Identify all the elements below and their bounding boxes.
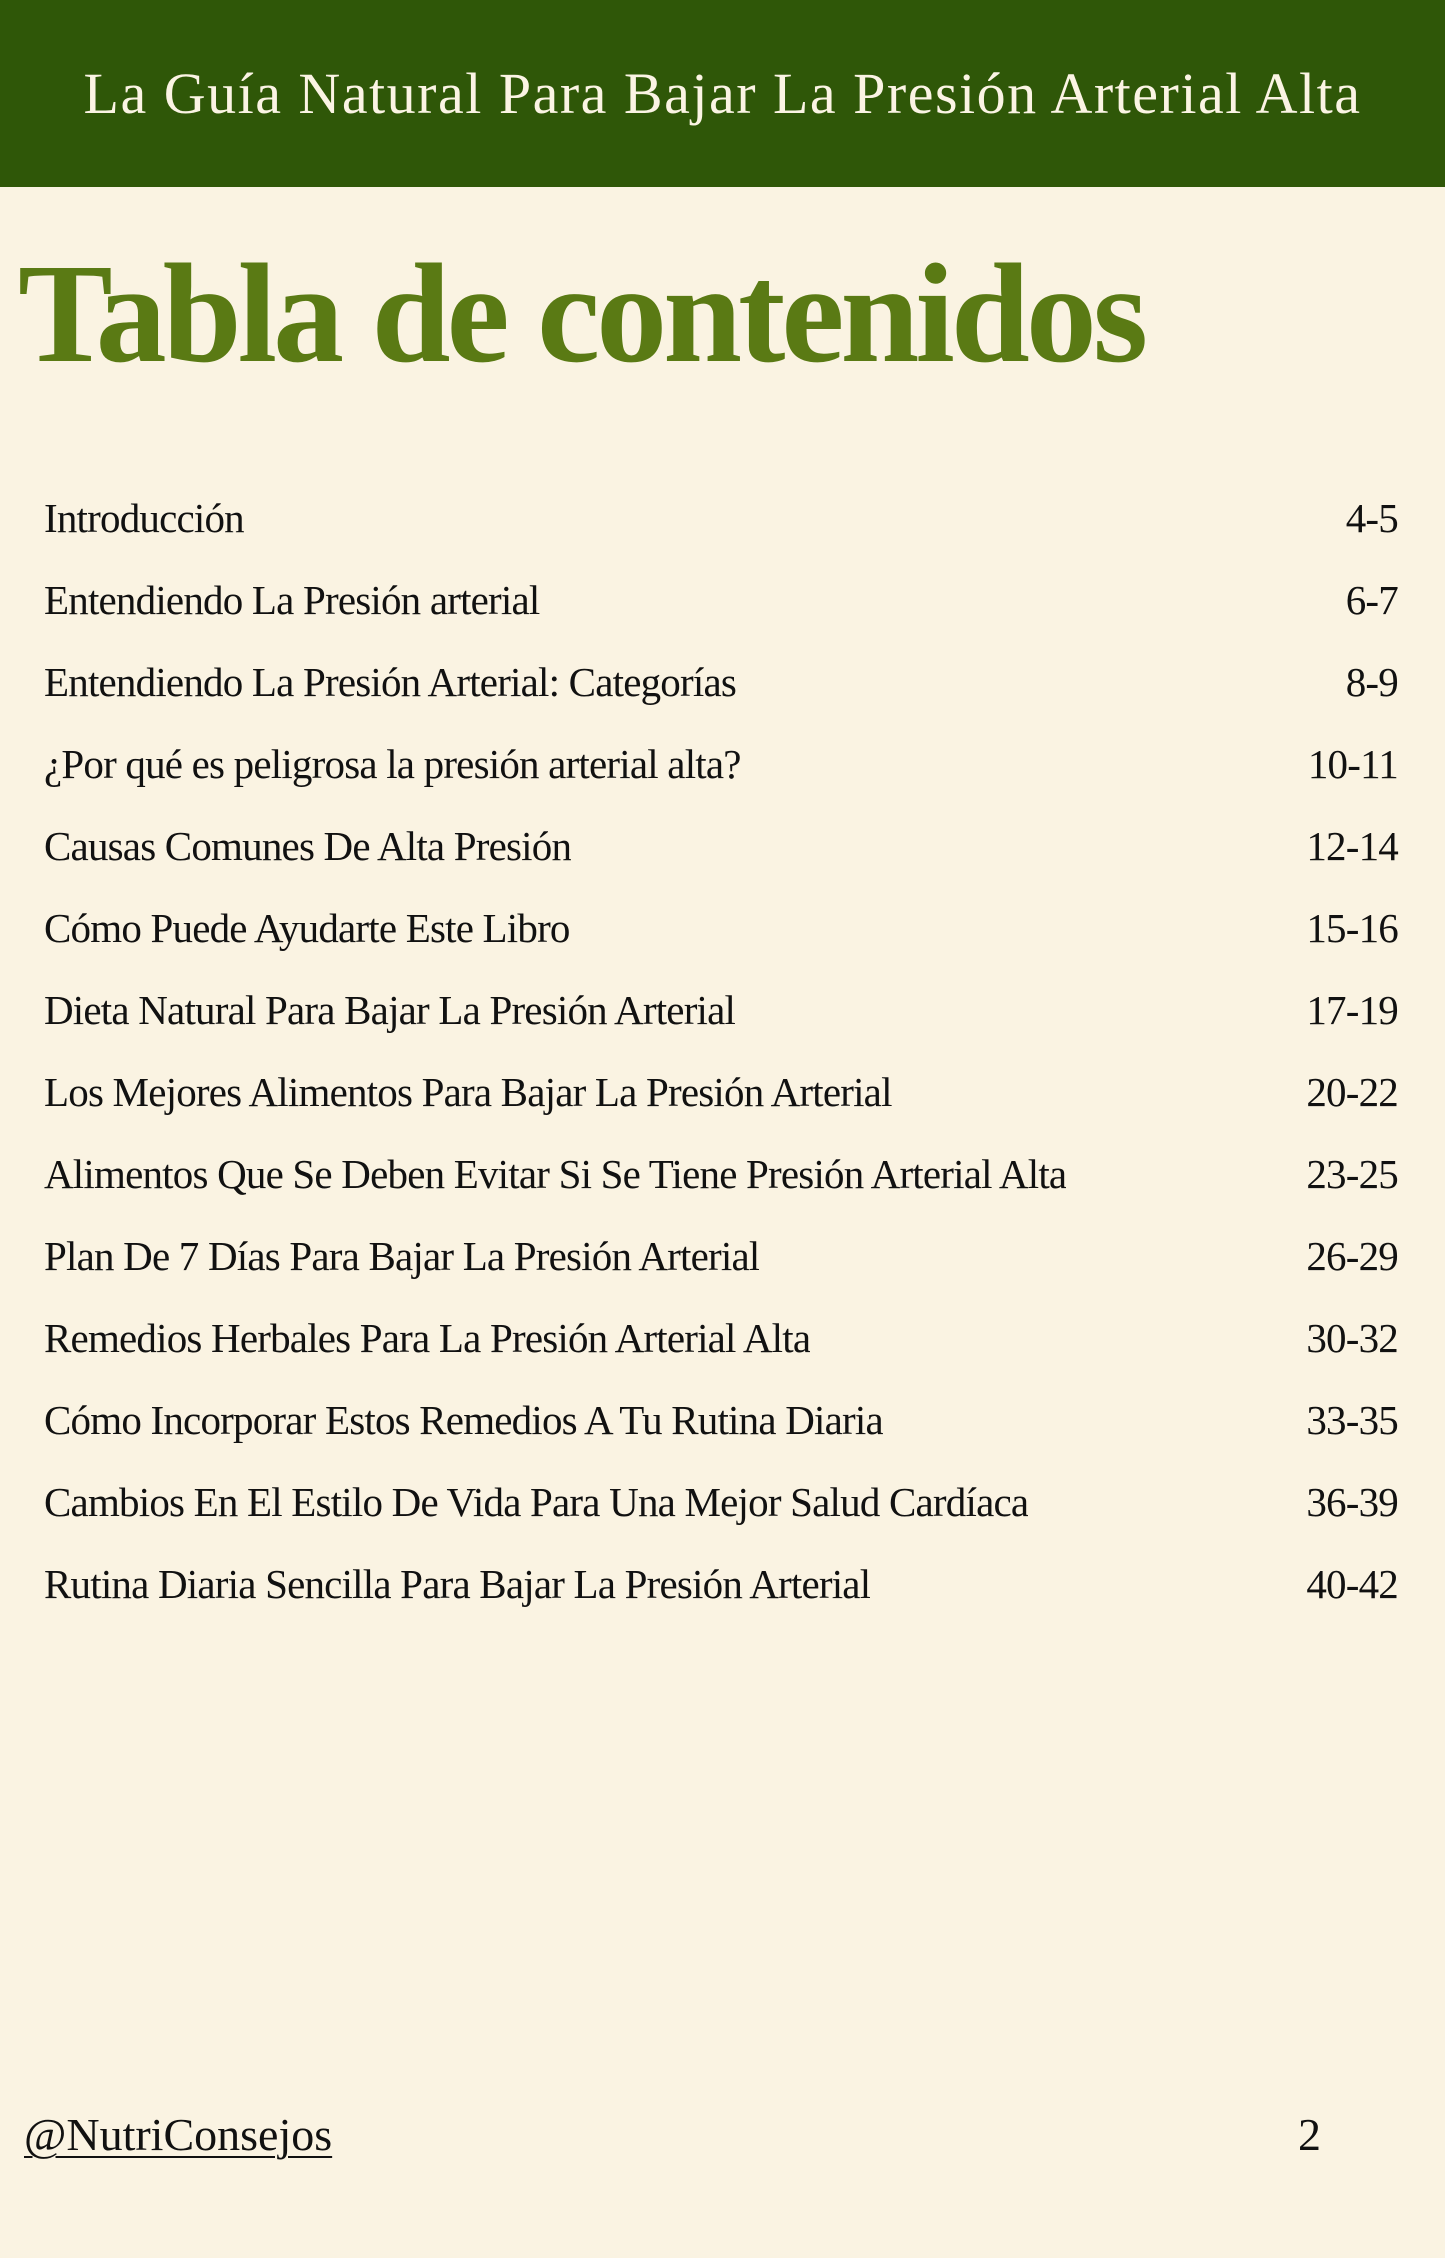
toc-entry-plan-7-dias[interactable] <box>44 1226 1398 1308</box>
toc-entry-title: Cómo Puede Ayudarte Este Libro <box>44 905 570 951</box>
toc-entry-pages: 30-32 <box>1306 1315 1398 1361</box>
footer-page-number: 2 <box>1298 2109 1321 2160</box>
table-of-contents <box>44 488 1398 1636</box>
toc-entry-pages: 36-39 <box>1306 1479 1398 1525</box>
toc-entry-pages: 26-29 <box>1306 1233 1398 1279</box>
toc-entry-title: Remedios Herbales Para La Presión Arterial Alta <box>44 1315 811 1361</box>
toc-entry-title: Cambios En El Estilo De Vida Para Una Mejor Salud Cardíaca <box>44 1479 1029 1525</box>
toc-entry-pages: 10-11 <box>1307 741 1398 787</box>
footer-social-handle-link[interactable]: @NutriConsejos <box>24 2109 333 2160</box>
toc-entry-entendiendo-presion[interactable] <box>44 570 1398 652</box>
toc-entry-title: Entendiendo La Presión arterial <box>44 577 540 623</box>
toc-entry-pages: 15-16 <box>1306 905 1398 951</box>
toc-entry-pages: 40-42 <box>1306 1561 1398 1607</box>
toc-entry-pages: 6-7 <box>1345 577 1398 623</box>
toc-entry-title: Entendiendo La Presión Arterial: Categorías <box>44 659 737 705</box>
toc-entry-title: Cómo Incorporar Estos Remedios A Tu Rutina Diaria <box>44 1397 883 1443</box>
toc-entry-introduccion[interactable] <box>44 488 1398 570</box>
toc-entry-peligrosa[interactable] <box>44 734 1398 816</box>
toc-entry-pages: 8-9 <box>1345 659 1398 705</box>
toc-entry-pages: 20-22 <box>1306 1069 1398 1115</box>
toc-entry-title: Introducción <box>44 495 244 541</box>
toc-entry-title: Dieta Natural Para Bajar La Presión Arterial <box>44 987 736 1033</box>
toc-entry-remedios-herbales[interactable] <box>44 1308 1398 1390</box>
toc-entry-pages: 17-19 <box>1306 987 1398 1033</box>
toc-entry-title: Los Mejores Alimentos Para Bajar La Presión Arterial <box>44 1069 892 1115</box>
toc-entry-dieta-natural[interactable] <box>44 980 1398 1062</box>
header-bar <box>0 0 1445 187</box>
page-title: Tabla de contenidos <box>18 234 1145 392</box>
toc-entry-pages: 23-25 <box>1306 1151 1398 1197</box>
toc-entry-pages: 33-35 <box>1306 1397 1398 1443</box>
toc-entry-rutina-diaria[interactable] <box>44 1554 1398 1636</box>
toc-entry-mejores-alimentos[interactable] <box>44 1062 1398 1144</box>
toc-entry-title: Plan De 7 Días Para Bajar La Presión Arterial <box>44 1233 760 1279</box>
header-title: La Guía Natural Para Bajar La Presión Arterial Alta <box>83 61 1362 126</box>
toc-entry-title: ¿Por qué es peligrosa la presión arterial alta? <box>44 741 741 787</box>
toc-entry-alimentos-evitar[interactable] <box>44 1144 1398 1226</box>
toc-entry-title: Rutina Diaria Sencilla Para Bajar La Presión Arterial <box>44 1561 871 1607</box>
toc-entry-incorporar-remedios[interactable] <box>44 1390 1398 1472</box>
toc-entry-categorias[interactable] <box>44 652 1398 734</box>
toc-entry-title: Causas Comunes De Alta Presión <box>44 823 572 869</box>
toc-entry-estilo-de-vida[interactable] <box>44 1472 1398 1554</box>
toc-entry-causas[interactable] <box>44 816 1398 898</box>
toc-entry-ayudarte[interactable] <box>44 898 1398 980</box>
toc-entry-title: Alimentos Que Se Deben Evitar Si Se Tiene Presión Arterial Alta <box>44 1151 1067 1197</box>
toc-entry-pages: 4-5 <box>1345 495 1398 541</box>
toc-entry-pages: 12-14 <box>1306 823 1398 869</box>
